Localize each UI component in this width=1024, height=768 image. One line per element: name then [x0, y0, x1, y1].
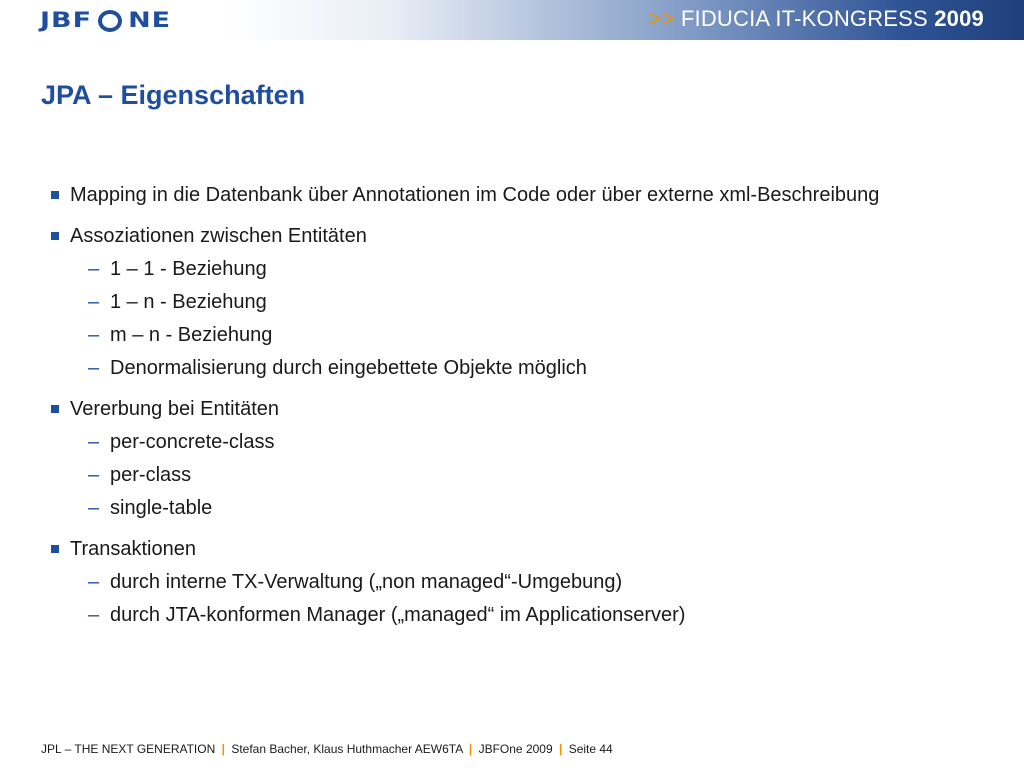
slide-title: JPA – Eigenschaften: [41, 80, 306, 110]
bullet-item: [50, 224, 910, 249]
square-bullet-icon: [51, 232, 59, 240]
sub-bullet-text: per-class: [110, 464, 192, 486]
logo-o-icon: [98, 10, 122, 32]
congress-arrows: >>: [648, 6, 675, 31]
sub-bullet-item: [50, 463, 910, 488]
bullet-group: [50, 397, 910, 521]
bullet-item: [50, 397, 910, 422]
bullet-text: Transaktionen: [70, 538, 196, 560]
footer-authors: Stefan Bacher, Klaus Huthmacher AEW6TA: [231, 742, 463, 756]
bullet-group: [50, 224, 910, 381]
dash-marker: –: [88, 258, 100, 280]
jbfone-logo: [40, 5, 171, 36]
dash-marker: –: [88, 357, 100, 379]
footer-separator: |: [558, 742, 563, 756]
footer-event: JBFOne 2009: [478, 742, 553, 756]
bullet-item: [50, 537, 910, 562]
square-bullet-icon: [51, 545, 59, 553]
sub-bullet-item: [50, 603, 910, 628]
sub-bullet-text: durch interne TX-Verwaltung („non managed“-Umgebung): [110, 571, 623, 593]
dash-marker: –: [88, 431, 100, 453]
bullet-text: Assoziationen zwischen Entitäten: [70, 225, 367, 247]
sub-bullet-text: single-table: [110, 497, 213, 519]
bullet-text: Mapping in die Datenbank über Annotationen im Code oder über externe xml-Beschreibung: [70, 184, 880, 206]
sub-bullet-item: [50, 290, 910, 315]
sub-bullet-text: Denormalisierung durch eingebettete Objekte möglich: [110, 357, 587, 379]
footer-presentation: JPL – THE NEXT GENERATION: [41, 742, 216, 756]
sub-bullet-item: [50, 496, 910, 521]
sub-bullet-text: m – n - Beziehung: [110, 324, 273, 346]
logo-text-right: NE: [128, 8, 172, 33]
dash-marker: –: [88, 324, 100, 346]
dash-marker: –: [88, 291, 100, 313]
logo-text-left: JBF: [40, 8, 93, 33]
dash-marker: –: [88, 571, 100, 593]
bullet-item: [50, 183, 910, 208]
header-bar: [0, 0, 1024, 40]
sub-bullet-item: [50, 323, 910, 348]
footer-page: Seite 44: [568, 742, 613, 756]
dash-marker: –: [88, 464, 100, 486]
congress-label: [649, 6, 984, 32]
sub-bullet-text: 1 – n - Beziehung: [110, 291, 267, 313]
congress-year: 2009: [934, 6, 984, 31]
sub-bullet-item: [50, 570, 910, 595]
sub-bullet-item: [50, 430, 910, 455]
footer-separator: |: [468, 742, 473, 756]
sub-bullet-text: 1 – 1 - Beziehung: [110, 258, 267, 280]
square-bullet-icon: [51, 405, 59, 413]
footer: [41, 742, 613, 756]
bullet-text: Vererbung bei Entitäten: [70, 398, 280, 420]
sub-bullet-text: per-concrete-class: [110, 431, 275, 453]
congress-title: FIDUCIA IT-KONGRESS: [680, 6, 928, 31]
dash-marker: –: [88, 604, 100, 626]
sub-bullet-item: [50, 257, 910, 282]
sub-bullet-item: [50, 356, 910, 381]
square-bullet-icon: [51, 191, 59, 199]
dash-marker: –: [88, 497, 100, 519]
slide-content: [50, 183, 910, 644]
sub-bullet-text: durch JTA-konformen Manager („managed“ im Applicationserver): [110, 604, 686, 626]
bullet-group: [50, 537, 910, 628]
footer-separator: |: [221, 742, 225, 756]
bullet-group: [50, 183, 910, 208]
